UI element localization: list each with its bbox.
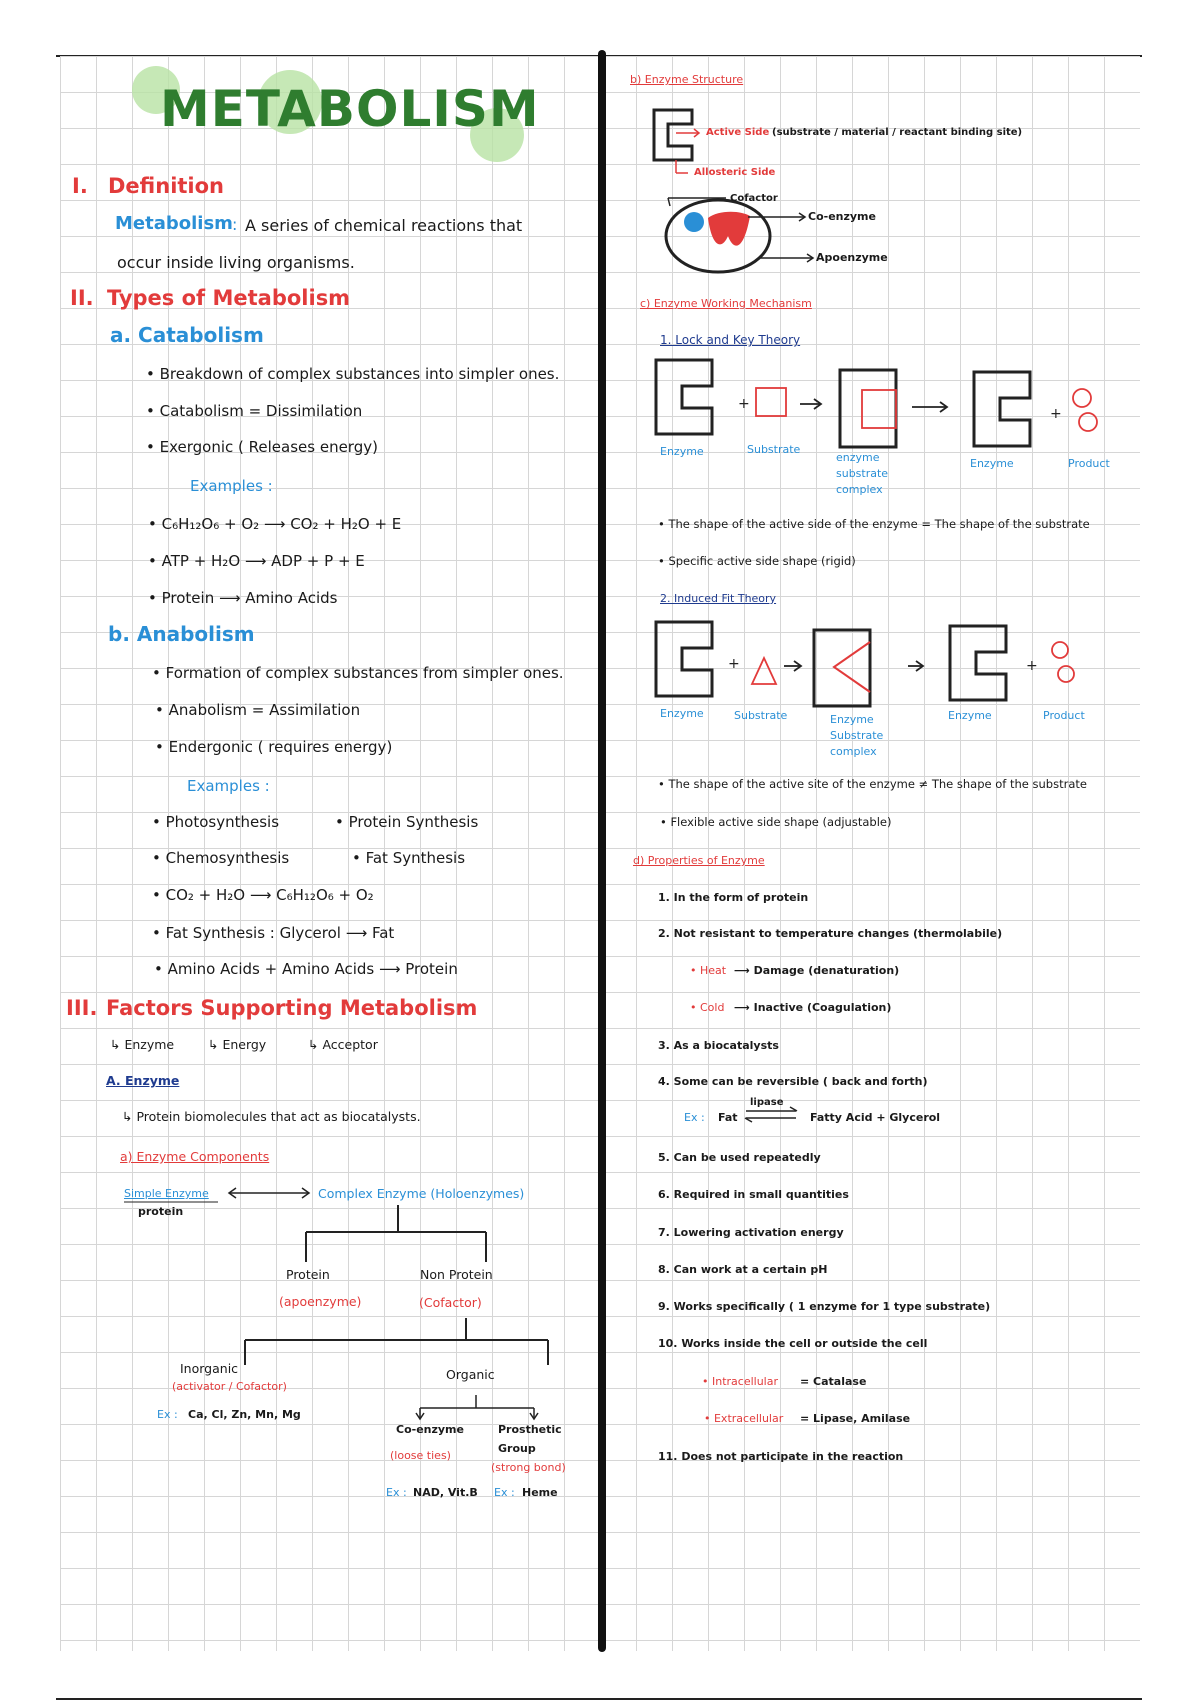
reversible-arrow: [600, 0, 1200, 1700]
anabolism-example: • Photosynthesis: [152, 813, 280, 831]
apoenzyme-label: (apoenzyme): [279, 1294, 362, 1309]
ex-label: Ex :: [386, 1486, 407, 1499]
reaction-reactant: Fat: [718, 1111, 738, 1124]
anabolism-example: • Fat Synthesis : Glycerol ⟶ Fat: [152, 924, 395, 942]
lock-key-bullet: • Specific active side shape (rigid): [658, 554, 856, 568]
factor-item: ↳ Acceptor: [308, 1037, 378, 1052]
catabolism-bullet: • Breakdown of complex substances into simpler ones.: [146, 365, 560, 383]
if-product-label: Product: [1043, 709, 1085, 722]
if-enzyme-label: Enzyme: [948, 709, 992, 722]
extracellular-label: • Extracellular: [704, 1412, 784, 1425]
anabolism-example: • Fat Synthesis: [352, 849, 466, 867]
if-enzyme-label: Enzyme: [660, 707, 704, 720]
complex-enzyme-label: Complex Enzyme (Holoenzymes): [318, 1186, 525, 1201]
protein-label: Protein: [286, 1267, 330, 1282]
catabolism-bullet: • Catabolism = Dissimilation: [146, 402, 363, 420]
strong-bond-label: (strong bond): [491, 1461, 566, 1474]
property-item: 6. Required in small quantities: [658, 1188, 849, 1201]
property-item: 5. Can be used repeatedly: [658, 1151, 821, 1164]
definition-text: A series of chemical reactions that: [245, 216, 523, 235]
lk-substrate-label: Substrate: [747, 443, 801, 456]
catabolism-example: • ATP + H₂O ⟶ ADP + P + E: [148, 552, 365, 570]
property-item: 7. Lowering activation energy: [658, 1226, 844, 1239]
factor-item: ↳ Energy: [208, 1037, 267, 1052]
anabolism-example: • Amino Acids + Amino Acids ⟶ Protein: [154, 960, 458, 978]
anabolism-bullet: • Formation of complex substances from simpler ones.: [152, 664, 564, 682]
definition-text: occur inside living organisms.: [117, 253, 355, 272]
prosthetic-example: Heme: [522, 1486, 558, 1499]
lk-complex-label: substrate: [836, 467, 889, 480]
property-item: 4. Some can be reversible ( back and forth): [658, 1075, 928, 1088]
property-item: 3. As a biocatalysts: [658, 1039, 779, 1052]
active-side-label: Active Side: [706, 127, 770, 138]
reaction-enzyme: lipase: [750, 1097, 784, 1108]
prosthetic-label: Group: [498, 1442, 536, 1455]
enzyme-structure-heading: b) Enzyme Structure: [630, 73, 744, 86]
definition-separator: :: [232, 215, 238, 234]
anabolism-bullet: • Anabolism = Assimilation: [155, 701, 361, 719]
property-item: 9. Works specifically ( 1 enzyme for 1 type substrate): [658, 1300, 991, 1313]
simple-enzyme-sub: protein: [138, 1205, 184, 1218]
enzyme-components-heading: a) Enzyme Components: [120, 1149, 270, 1164]
heat-label: • Heat: [690, 964, 727, 977]
working-mechanism-heading: c) Enzyme Working Mechanism: [640, 297, 812, 310]
if-complex-label: complex: [830, 745, 877, 758]
allosteric-side-label: Allosteric Side: [694, 167, 776, 178]
extracellular-example: = Lipase, Amilase: [800, 1412, 911, 1425]
property-item: 11. Does not participate in the reaction: [658, 1450, 904, 1463]
activator-label: (activator / Cofactor): [172, 1380, 287, 1393]
loose-ties-label: (loose ties): [390, 1449, 451, 1462]
examples-label: Examples :: [190, 477, 273, 495]
property-item: 1. In the form of protein: [658, 891, 809, 904]
section-heading-types: Types of Metabolism: [107, 286, 351, 310]
ex-label: Ex :: [494, 1486, 515, 1499]
if-complex-label: Enzyme: [830, 713, 874, 726]
properties-heading: d) Properties of Enzyme: [633, 854, 765, 867]
examples-label: Examples :: [187, 777, 270, 795]
cold-label: • Cold: [690, 1001, 725, 1014]
ex-label: Ex :: [157, 1408, 178, 1421]
lk-product-label: Product: [1068, 457, 1110, 470]
section-number: I.: [72, 174, 88, 198]
catabolism-example: • Protein ⟶ Amino Acids: [148, 589, 338, 607]
cold-effect: ⟶ Inactive (Coagulation): [734, 1001, 892, 1014]
if-complex-label: Substrate: [830, 729, 884, 742]
cofactor-label: Cofactor: [730, 193, 778, 204]
svg-text:+: +: [728, 656, 740, 672]
svg-text:+: +: [1026, 658, 1038, 674]
coenzyme-example: NAD, Vit.B: [413, 1486, 478, 1499]
organic-label: Organic: [446, 1367, 495, 1382]
inorganic-example: Ca, Cl, Zn, Mn, Mg: [188, 1408, 301, 1421]
section-number: II.: [70, 286, 94, 310]
active-side-desc: (substrate / material / reactant binding site): [772, 127, 1023, 138]
lock-key-heading: 1. Lock and Key Theory: [660, 333, 801, 347]
property-item: 2. Not resistant to temperature changes (thermolabile): [658, 927, 1003, 940]
ex-label: Ex :: [684, 1111, 705, 1124]
anabolism-heading: b. Anabolism: [108, 622, 255, 646]
definition-term: Metabolism: [115, 213, 233, 234]
intracellular-example: = Catalase: [800, 1375, 867, 1388]
section-number: III.: [66, 996, 98, 1020]
lk-enzyme-label: Enzyme: [660, 445, 704, 458]
enzyme-subheading: A. Enzyme: [106, 1073, 180, 1088]
catabolism-example: • C₆H₁₂O₆ + O₂ ⟶ CO₂ + H₂O + E: [148, 515, 402, 533]
lk-complex-label: complex: [836, 483, 883, 496]
prosthetic-label: Prosthetic: [498, 1423, 562, 1436]
intracellular-label: • Intracellular: [702, 1375, 778, 1388]
lock-key-bullet: • The shape of the active side of the enzyme = The shape of the substrate: [658, 517, 1090, 531]
catabolism-bullet: • Exergonic ( Releases energy): [146, 438, 378, 456]
lk-complex-label: enzyme: [836, 451, 880, 464]
anabolism-example: • Protein Synthesis: [335, 813, 479, 831]
catabolism-heading: a. Catabolism: [110, 323, 264, 347]
factor-item: ↳ Enzyme: [110, 1037, 175, 1052]
induced-fit-heading: 2. Induced Fit Theory: [660, 592, 777, 605]
induced-fit-bullet: • The shape of the active site of the enzyme ≠ The shape of the substrate: [658, 777, 1087, 791]
svg-text:+: +: [1050, 406, 1062, 422]
section-heading-definition: Definition: [108, 174, 225, 198]
simple-enzyme-label: Simple Enzyme: [124, 1187, 209, 1200]
anabolism-example: • CO₂ + H₂O ⟶ C₆H₁₂O₆ + O₂: [152, 886, 374, 904]
if-substrate-label: Substrate: [734, 709, 788, 722]
heat-effect: ⟶ Damage (denaturation): [734, 964, 900, 977]
svg-text:+: +: [738, 396, 750, 412]
coenzyme-label: Co-enzyme: [808, 210, 876, 223]
induced-fit-bullet: • Flexible active side shape (adjustable): [660, 815, 892, 829]
enzyme-definition: ↳ Protein biomolecules that act as biocatalysts.: [122, 1109, 421, 1124]
coenzyme-label: Co-enzyme: [396, 1423, 464, 1436]
apoenzyme-label: Apoenzyme: [816, 251, 888, 264]
anabolism-bullet: • Endergonic ( requires energy): [155, 738, 393, 756]
property-item: 8. Can work at a certain pH: [658, 1263, 828, 1276]
section-heading-factors: Factors Supporting Metabolism: [106, 996, 478, 1020]
nonprotein-label: Non Protein: [420, 1267, 493, 1282]
page-title: METABOLISM: [160, 80, 540, 138]
reaction-products: Fatty Acid + Glycerol: [810, 1111, 941, 1124]
inorganic-label: Inorganic: [180, 1361, 239, 1376]
property-item: 10. Works inside the cell or outside the cell: [658, 1337, 928, 1350]
cofactor-label: (Cofactor): [419, 1295, 482, 1310]
lk-enzyme-label: Enzyme: [970, 457, 1014, 470]
anabolism-example: • Chemosynthesis: [152, 849, 290, 867]
